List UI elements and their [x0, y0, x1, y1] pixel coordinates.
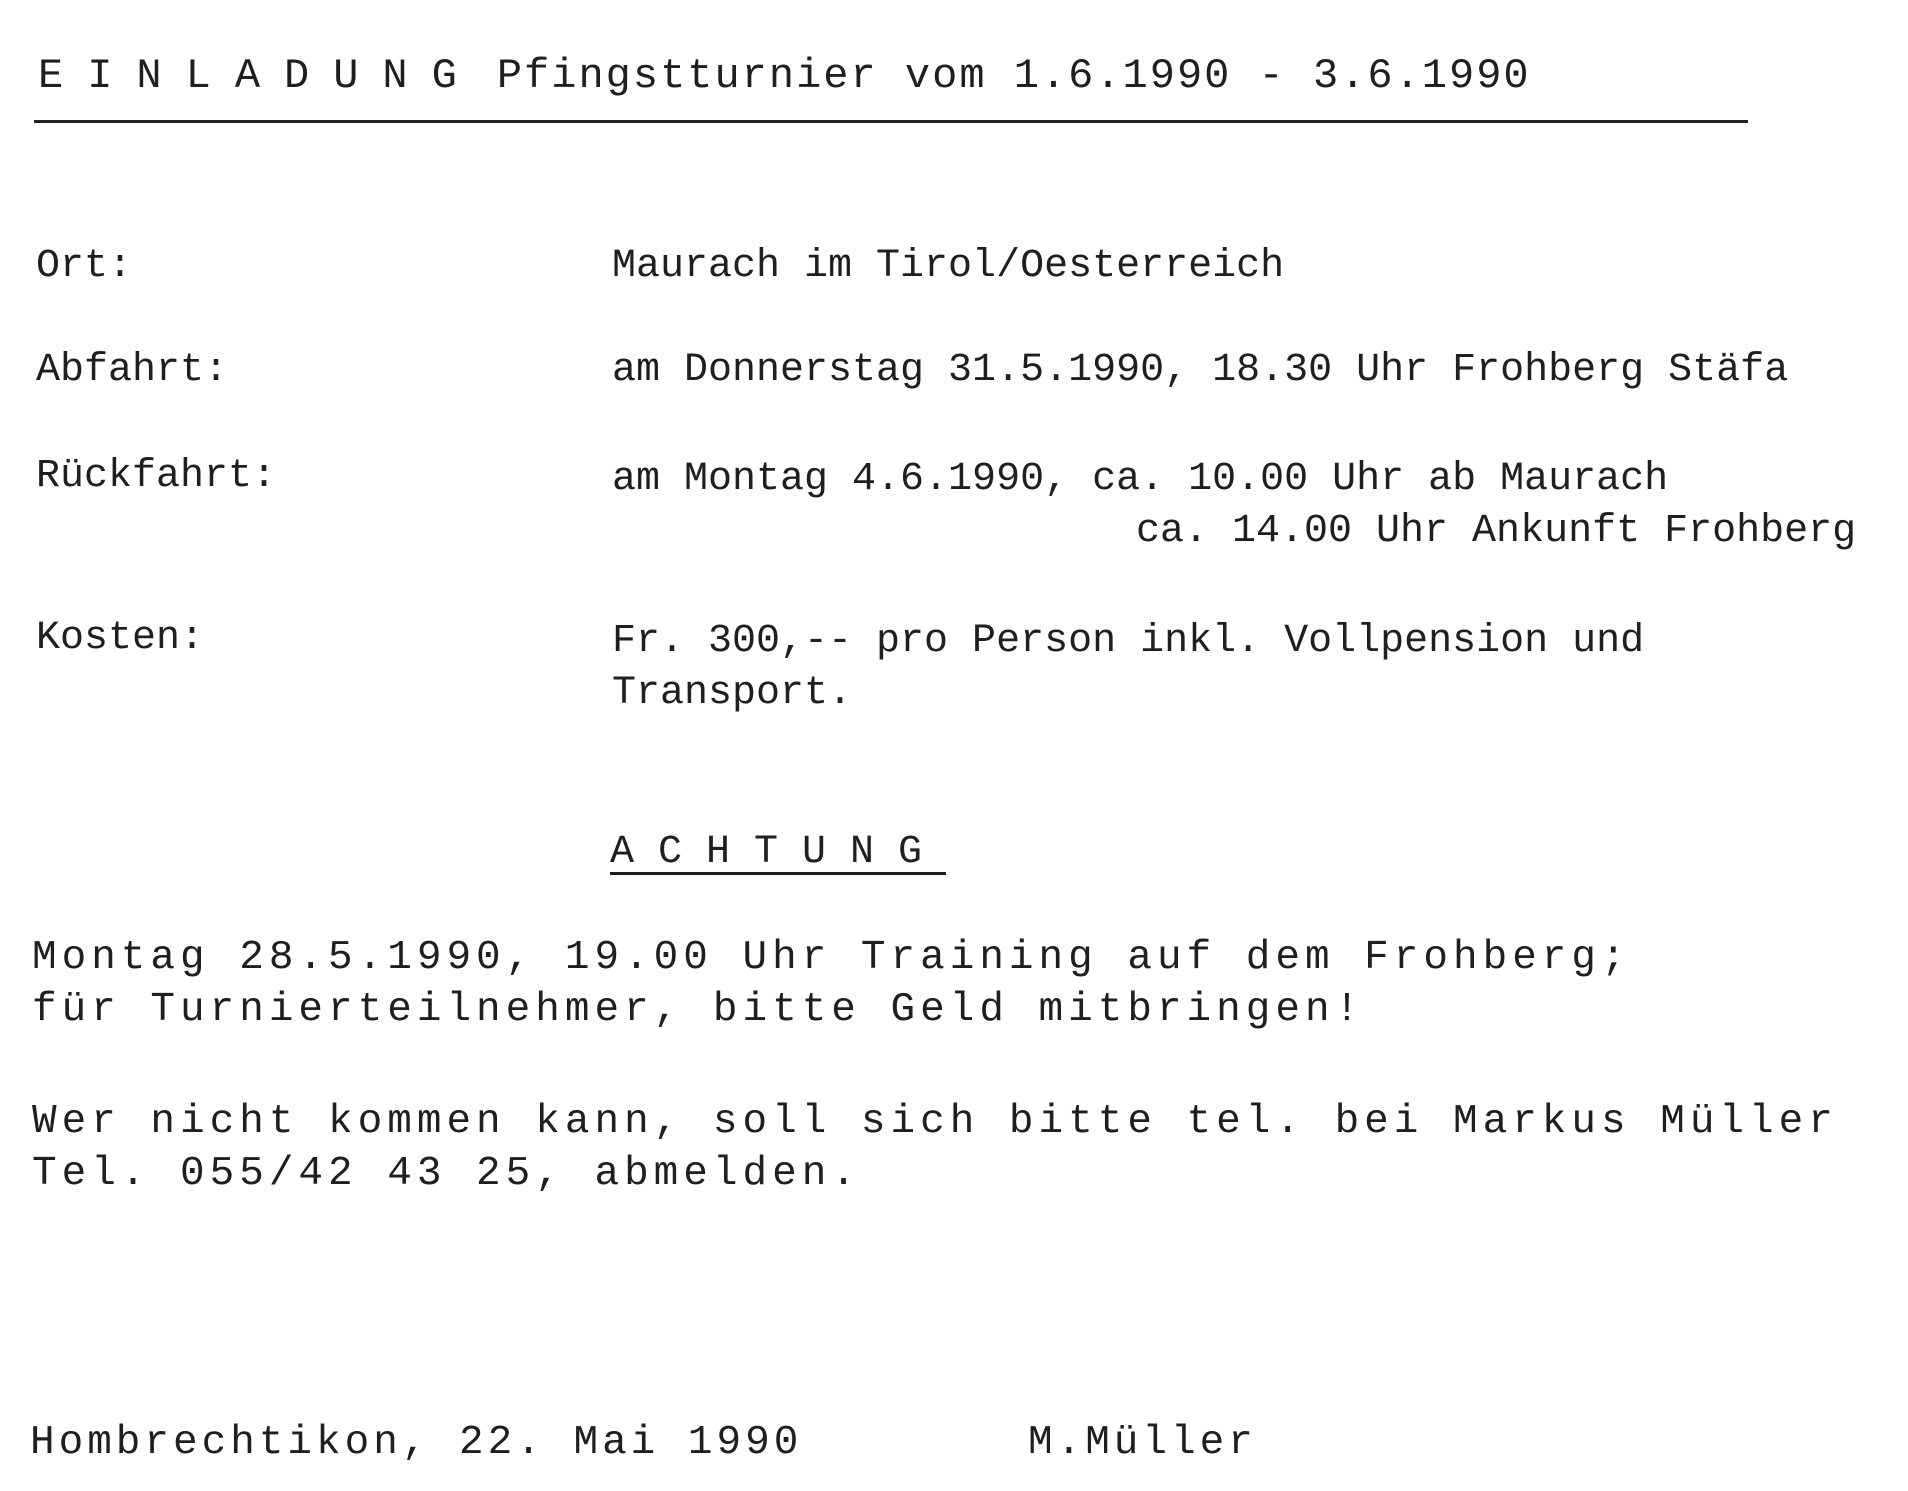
heading-subtitle: Pfingstturnier vom 1.6.1990 - 3.6.1990 — [496, 52, 1531, 100]
heading-underline — [34, 120, 1748, 123]
place-date: Hombrechtikon, 22. Mai 1990 — [30, 1420, 803, 1466]
kosten-label: Kosten: — [36, 616, 205, 661]
cancellation-line-2: Tel. 055/42 43 25, abmelden. — [32, 1151, 861, 1197]
training-line-2: für Turnierteilnehmer, bitte Geld mitbringen! — [32, 987, 1365, 1033]
cancellation-notice — [32, 1096, 1838, 1200]
rueckfahrt-value — [612, 454, 1856, 558]
training-line-1: Montag 28.5.1990, 19.00 Uhr Training auf dem Frohberg; — [32, 935, 1631, 981]
training-notice — [32, 932, 1631, 1036]
abfahrt-value: am Donnerstag 31.5.1990, 18.30 Uhr Frohberg Stäfa — [612, 348, 1789, 393]
rueckfahrt-label: Rückfahrt: — [36, 454, 277, 499]
document-heading — [38, 52, 1531, 100]
cancellation-line-1: Wer nicht kommen kann, soll sich bitte tel. bei Markus Müller — [32, 1099, 1838, 1145]
kosten-line-1: Fr. 300,-- pro Person inkl. Vollpension und — [612, 619, 1645, 664]
kosten-line-2: Transport. — [612, 671, 853, 716]
heading-title: EINLADUNG — [38, 52, 481, 100]
ort-value: Maurach im Tirol/Oesterreich — [612, 244, 1285, 289]
rueckfahrt-line-2: ca. 14.00 Uhr Ankunft Frohberg — [1136, 509, 1857, 554]
kosten-value — [612, 616, 1644, 720]
rueckfahrt-line-1: am Montag 4.6.1990, ca. 10.00 Uhr ab Maurach — [612, 457, 1669, 502]
achtung-heading: ACHTUNG — [610, 830, 947, 875]
signature: M.Müller — [1028, 1420, 1257, 1466]
ort-label: Ort: — [36, 244, 133, 289]
abfahrt-label: Abfahrt: — [36, 348, 229, 393]
